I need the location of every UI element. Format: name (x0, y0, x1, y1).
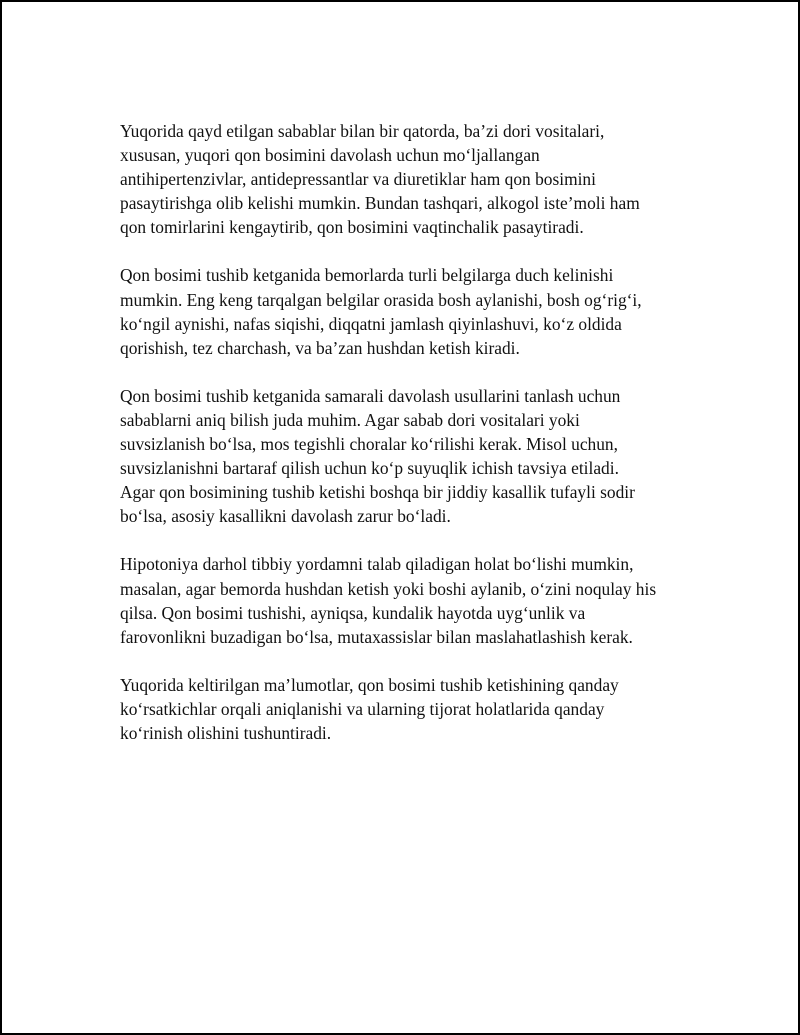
document-body (120, 119, 698, 769)
text-line: Agar qon bosimining tushib ketishi boshqa bir jiddiy kasallik tufayli sodir (120, 482, 635, 503)
paragraph-4 (120, 552, 698, 648)
text-line: Hipotoniya darhol tibbiy yordamni talab qiladigan holat bo‘lishi mumkin, (120, 554, 634, 575)
text-line: mumkin. Eng keng tarqalgan belgilar orasida bosh aylanishi, bosh og‘rig‘i, (120, 289, 642, 310)
text-line: ko‘rinish olishini tushuntiradi. (120, 722, 332, 743)
text-line: masalan, agar bemorda hushdan ketish yoki boshi aylanib, o‘zini noqulay his (120, 578, 657, 599)
text-line: antihipertenzivlar, antidepressantlar va diuretiklar ham qon bosimini (120, 169, 596, 190)
paragraph-1 (120, 119, 698, 239)
text-line: sabablarni aniq bilish juda muhim. Agar sabab dori vositalari yoki (120, 409, 580, 430)
text-line: ko‘rsatkichlar orqali aniqlanishi va ularning tijorat holatlarida qanday (120, 698, 605, 719)
text-line: suvsizlanish bo‘lsa, mos tegishli choralar ko‘rilishi kerak. Misol uchun, (120, 434, 618, 455)
text-line: qon tomirlarini kengaytirib, qon bosimini vaqtinchalik pasaytiradi. (120, 217, 584, 238)
text-line: Yuqorida keltirilgan ma’lumotlar, qon bosimi tushib ketishining qanday (120, 674, 619, 695)
text-line: suvsizlanishni bartaraf qilish uchun ko‘p suyuqlik ichish tavsiya etiladi. (120, 458, 619, 479)
text-line: Qon bosimi tushib ketganida bemorlarda turli belgilarga duch kelinishi (120, 265, 614, 286)
paragraph-5 (120, 673, 698, 745)
text-line: pasaytirishga olib kelishi mumkin. Bundan tashqari, alkogol iste’moli ham (120, 193, 640, 214)
text-line: ko‘ngil aynishi, nafas siqishi, diqqatni jamlash qiyinlashuvi, ko‘z oldida (120, 313, 622, 334)
text-line: qorishish, tez charchash, va ba’zan hushdan ketish kiradi. (120, 337, 520, 358)
paragraph-3 (120, 384, 698, 529)
text-line: xususan, yuqori qon bosimini davolash uchun mo‘ljallangan (120, 145, 540, 166)
text-line: Qon bosimi tushib ketganida samarali davolash usullarini tanlash uchun (120, 385, 621, 406)
text-line: farovonlikni buzadigan bo‘lsa, mutaxassislar bilan maslahatlashish kerak. (120, 626, 633, 647)
paragraph-2 (120, 263, 698, 359)
text-line: bo‘lsa, asosiy kasallikni davolash zarur bo‘ladi. (120, 506, 451, 527)
text-line: Yuqorida qayd etilgan sabablar bilan bir qatorda, ba’zi dori vositalari, (120, 121, 605, 141)
text-line: qilsa. Qon bosimi tushishi, ayniqsa, kundalik hayotda uyg‘unlik va (120, 602, 586, 623)
